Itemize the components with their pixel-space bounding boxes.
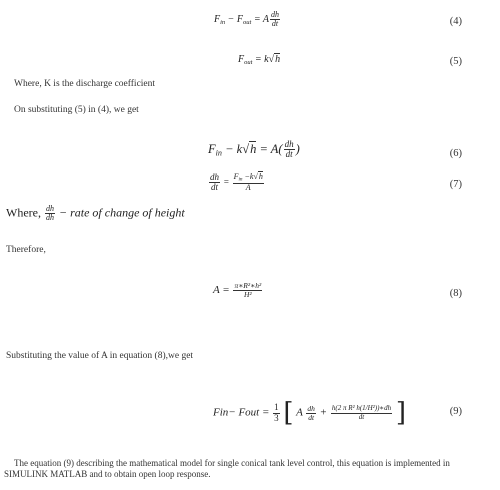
equation-8: A = $\frac{\text{π∗R²∗h²}}{\text{H²}}$ [213, 281, 262, 299]
equation-7: $\frac{dh}{dt}$ = $\frac{F_{in} -k√h}{A}$ [210, 172, 263, 193]
text-where-rate: Where, $\frac{dh}{dh}$ − rate of change of height [6, 204, 185, 223]
closing-paragraph-line-2: SIMULINK MATLAB and to obtain open loop response. [4, 469, 211, 479]
closing-paragraph-line-1: The equation (9) describing the mathematical model for single conical tank level control, this equation is implemented in [14, 458, 450, 468]
equation-6-number: (6) [449, 148, 462, 159]
equation-8-number: (8) [449, 288, 462, 299]
equation-9: Fin− Fout = $\frac{1}{3}$ [ A $\frac{dh}{dt}$ + $\frac{\text{h(2 π R² h(1/H²))∗dh}}{dt}$ ] [213, 398, 407, 428]
equation-4-number: (4) [449, 16, 462, 27]
equation-9-number: (9) [449, 406, 462, 417]
text-substituting: On substituting (5) in (4), we get [14, 105, 139, 115]
equation-7-number: (7) [449, 179, 462, 190]
equation-6: $F_{in} - k√h = A$( $\frac{dh}{dt}$ ) [208, 139, 300, 160]
equation-4: $F_{in} - F_{out} = A$ $\frac{dh}{dt}$ [214, 10, 280, 29]
text-where-k: Where, K is the discharge coefficient [14, 79, 156, 89]
text-therefore: Therefore, [6, 245, 46, 255]
equation-5-number: (5) [449, 56, 462, 67]
equation-5: $F_{out} = k√h$ [238, 54, 281, 66]
text-substituting-a: Substituting the value of A in equation (8),we get [6, 351, 194, 361]
